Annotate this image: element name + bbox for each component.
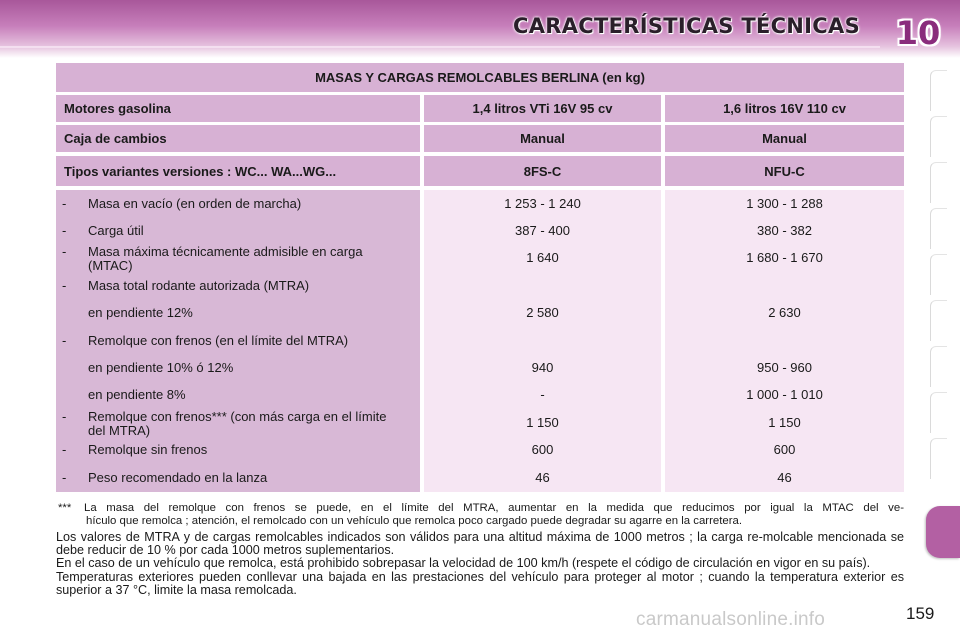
paragraph: Temperaturas exteriores pueden conllevar una bajada en las prestaciones del vehículo para proteger al motor ; cuando la temperatura exterior es superior a 37 °C, limite la masa remolcada.	[56, 569, 904, 597]
table-row-label: en pendiente 10% ó 12%	[88, 360, 234, 375]
table-cell: 2 580	[526, 305, 559, 320]
table-row-label: en pendiente 8%	[88, 387, 186, 402]
index-tab[interactable]	[930, 208, 947, 249]
table-row-label: - Remolque con frenos (en el límite del MTRA)	[62, 333, 349, 348]
index-tab[interactable]	[930, 70, 947, 111]
gearbox-2: Manual	[665, 125, 904, 152]
table-cell: 600	[773, 442, 796, 457]
index-tab[interactable]	[930, 254, 947, 295]
index-tab[interactable]	[930, 300, 947, 341]
header-divider	[0, 46, 880, 48]
gearbox-1: Manual	[424, 125, 661, 152]
table-row-label: - Peso recomendado en la lanza	[62, 470, 268, 485]
footnote	[56, 502, 904, 528]
index-tab-active[interactable]	[926, 506, 960, 558]
page-title: CARACTERÍSTICAS TÉCNICAS	[513, 14, 860, 38]
table-row-label: - Masa en vacío (en orden de marcha)	[62, 196, 302, 211]
footnote-line: hículo que remolca ; atención, el remolcado con un vehículo que remolca poco cargado puede degradar su agarre en la carretera.	[86, 515, 742, 527]
table-title: MASAS Y CARGAS REMOLCABLES BERLINA (en kg)	[56, 63, 904, 92]
table-cell: 1 253 - 1 240	[504, 196, 581, 211]
variant-2: NFU-C	[665, 156, 904, 186]
engines-label: Motores gasolina	[56, 95, 420, 122]
engine-2: 1,6 litros 16V 110 cv	[665, 95, 904, 122]
index-tab[interactable]	[930, 438, 947, 479]
table-cell: 1 680 - 1 670	[746, 250, 823, 265]
chapter-number-badge: 10	[895, 14, 941, 52]
table-cell: 600	[531, 442, 554, 457]
table-cell: 46	[535, 470, 550, 485]
watermark: carmanualsonline.info	[636, 609, 826, 630]
variants-label: Tipos variantes versiones : WC... WA...WG...	[56, 156, 420, 186]
paragraph: Los valores de MTRA y de cargas remolcables indicados son válidos para una altitud máxima de 1000 metros ; la carga re-molcable mencionada se debe reducir de 10 % por cada 1000 metros suplementarios.	[56, 530, 904, 558]
table-cell: 2 630	[768, 305, 801, 320]
body-text	[56, 531, 904, 597]
table-cell: 940	[531, 360, 554, 375]
footnote-mark: ***	[58, 502, 72, 514]
table-cell: 1 300 - 1 288	[746, 196, 823, 211]
engine-1: 1,4 litros VTi 16V 95 cv	[424, 95, 661, 122]
table-cell: -	[540, 387, 545, 402]
table-row-label: - Masa total rodante autorizada (MTRA)	[62, 278, 310, 293]
table-row-label: - Remolque con frenos*** (con más carga en el límite del MTRA)	[62, 409, 387, 438]
table-cell: 1 150	[768, 415, 801, 430]
table-cell: 1 000 - 1 010	[746, 387, 823, 402]
table-row-label: - Carga útil	[62, 223, 144, 238]
variant-1: 8FS-C	[424, 156, 661, 186]
table-row-label: en pendiente 12%	[88, 305, 193, 320]
table-cell: 1 150	[526, 415, 559, 430]
table-cell: 950 - 960	[757, 360, 812, 375]
table-cell: 1 640	[526, 250, 559, 265]
index-tab[interactable]	[930, 116, 947, 157]
table-cell: 387 - 400	[515, 223, 570, 238]
page-number: 159	[906, 604, 935, 623]
paragraph: En el caso de un vehículo que remolca, está prohibido sobrepasar la velocidad de 100 km/h (respete el código de circulación en vigor en su país).	[56, 556, 871, 571]
thumb-index-rail	[930, 70, 960, 540]
index-tab[interactable]	[930, 346, 947, 387]
footnote-line: La masa del remolque con frenos se puede, en el límite del MTRA, aumentar en la medida que reducimos por igual la MTAC del ve-	[84, 502, 904, 514]
gearbox-label: Caja de cambios	[56, 125, 420, 152]
table-row-label: - Remolque sin frenos	[62, 442, 208, 457]
table-cell: 380 - 382	[757, 223, 812, 238]
table-cell: 46	[777, 470, 792, 485]
index-tab[interactable]	[930, 392, 947, 433]
index-tab[interactable]	[930, 162, 947, 203]
table-row-label: - Masa máxima técnicamente admisible en carga (MTAC)	[62, 244, 363, 273]
